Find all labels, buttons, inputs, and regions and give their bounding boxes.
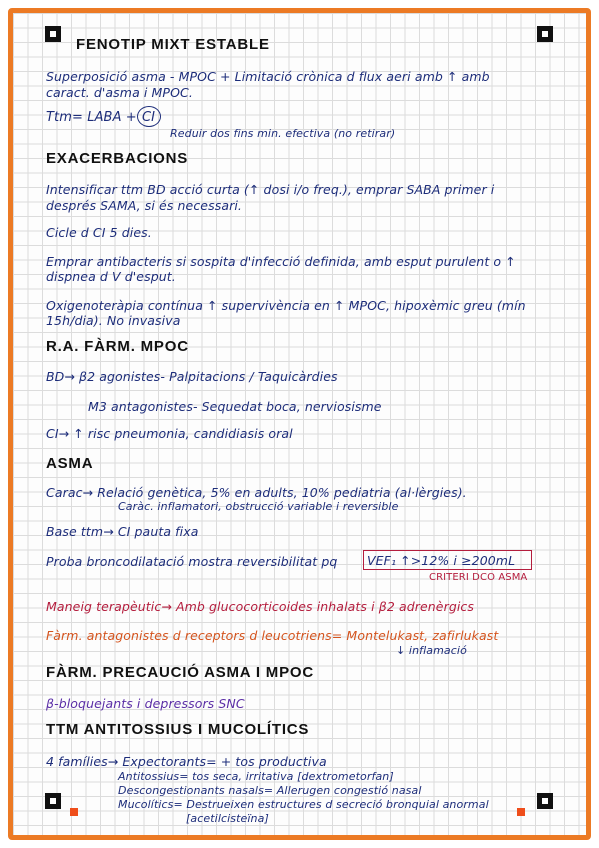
- exac-p4-a: Oxigenoteràpia contínua ↑ supervivència en ↑ MPOC, hipoxèmic greu (mín: [46, 298, 526, 313]
- heading-exacerbacions: EXACERBACIONS: [46, 150, 189, 167]
- logo-bottom-left-accent: [70, 808, 78, 816]
- logo-top-right: [537, 26, 553, 42]
- mixt-line-1: Superposició asma - MPOC + Limitació crònica d flux aeri amb ↑ amb: [46, 69, 490, 84]
- heading-asma: ASMA: [46, 455, 94, 472]
- page-title: FENOTIP MIXT ESTABLE: [76, 36, 270, 53]
- ttm-line-1: 4 famílies→ Expectorants= + tos productiva: [46, 754, 327, 769]
- exac-p1-a: Intensificar ttm BD acció curta (↑ dosi i/o freq.), emprar SABA primer i: [46, 182, 495, 197]
- ra-ci: CI→ ↑ risc pneumonia, candidiasis oral: [46, 426, 293, 441]
- heading-ttm-antitossius: TTM ANTITOSSIUS I MUCOLÍTICS: [46, 721, 310, 738]
- mixt-ttm: Ttm= LABA +: [46, 110, 137, 125]
- heading-farm-precaucio: FÀRM. PRECAUCIÓ ASMA I MPOC: [46, 664, 314, 681]
- asma-carac-2: Caràc. inflamatori, obstrucció variable i reversible: [118, 500, 399, 513]
- exac-p3-a: Emprar antibacteris si sospita d'infecció definida, amb esput purulent o ↑: [46, 254, 516, 269]
- logo-bottom-left: [45, 793, 61, 809]
- ttm-line-4: Mucolítics= Destrueixen estructures d secreció bronquial anormal: [118, 798, 489, 811]
- asma-inflam: ↓ inflamació: [396, 644, 467, 657]
- asma-carac-1: Carac→ Relació genètica, 5% en adults, 10% pediatria (al·lèrgies).: [46, 485, 467, 500]
- mixt-ci: CI: [142, 110, 156, 125]
- prec-text: β-bloquejants i depressors SNC: [46, 696, 245, 711]
- asma-proba: Proba broncodilatació mostra reversibilitat pq: [46, 554, 338, 569]
- mixt-note: Reduir dos fins min. efectiva (no retirar): [170, 127, 396, 140]
- asma-base: Base ttm→ CI pauta fixa: [46, 524, 199, 539]
- ra-m3: M3 antagonistes- Sequedat boca, nerviosisme: [88, 399, 382, 414]
- exac-p3-b: dispnea d V d'esput.: [46, 269, 176, 284]
- logo-bottom-right: [537, 793, 553, 809]
- exac-p2: Cicle d CI 5 dies.: [46, 225, 152, 240]
- logo-top-left: [45, 26, 61, 42]
- ttm-line-3: Descongestionants nasals= Allerugen congestió nasal: [118, 784, 422, 797]
- asma-fev: VEF₁ ↑>12% i ≥200mL: [367, 553, 516, 568]
- ra-bd: BD→ β2 agonistes- Palpitacions / Taquicàrdies: [46, 369, 338, 384]
- asma-criteri: CRITERI DCO ASMA: [429, 572, 528, 583]
- mixt-line-2: caract. d'asma i MPOC.: [46, 85, 193, 100]
- heading-ra-farm-mpoc: R.A. FÀRM. MPOC: [46, 338, 189, 355]
- exac-p1-b: després SAMA, si és necessari.: [46, 198, 242, 213]
- ttm-line-2: Antitossius= tos seca, irritativa [dextrometorfan]: [118, 770, 394, 783]
- logo-bottom-right-accent: [517, 808, 525, 816]
- asma-maneig: Maneig terapèutic→ Amb glucocorticoides inhalats i β2 adrenèrgics: [46, 599, 475, 614]
- exac-p4-b: 15h/dia). No invasiva: [46, 313, 181, 328]
- ttm-line-5: [acetilcisteïna]: [186, 812, 269, 825]
- asma-farm: Fàrm. antagonistes d receptors d leucotriens= Montelukast, zafirlukast: [46, 628, 499, 643]
